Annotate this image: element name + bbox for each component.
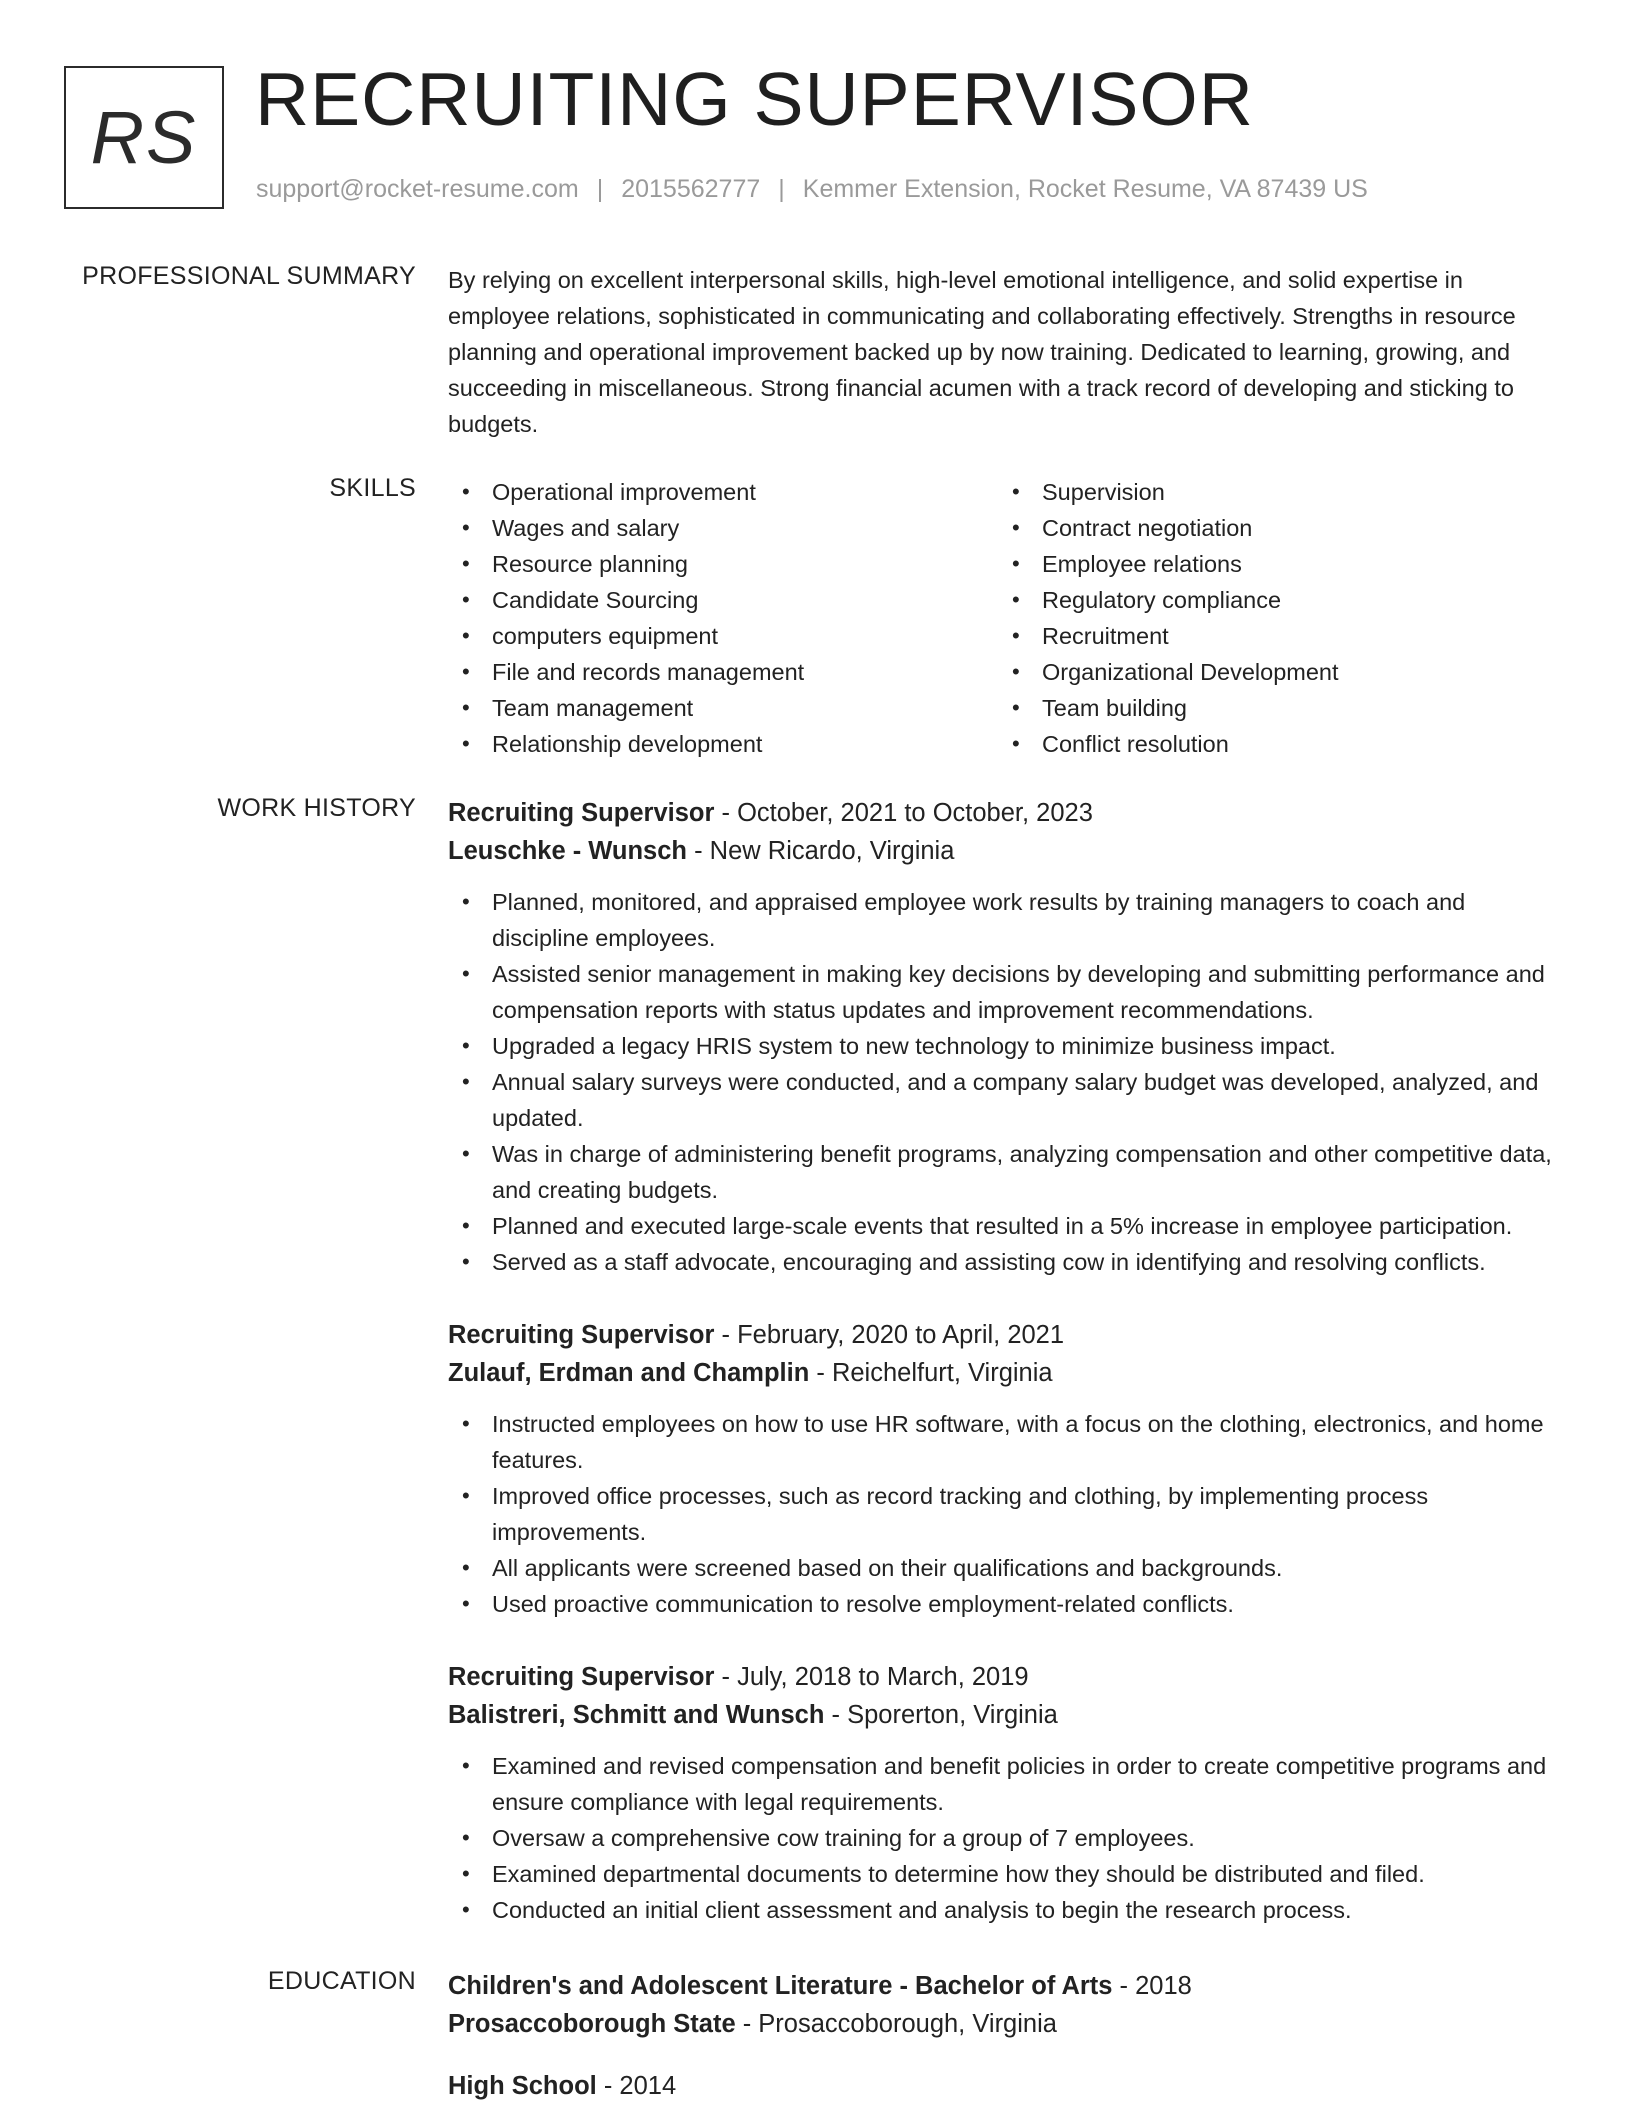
skill-item: • Conflict resolution bbox=[998, 726, 1548, 762]
job-company-line bbox=[448, 1354, 1568, 1392]
contact-email: support@rocket-resume.com bbox=[256, 175, 579, 203]
job-bullet: • Planned and executed large-scale events that resulted in a 5% increase in employee participation. bbox=[448, 1208, 1568, 1244]
job-company-line bbox=[448, 1696, 1568, 1734]
job-location: - Sporerton, Virginia bbox=[824, 1701, 1058, 1729]
skill-item: • Supervision bbox=[998, 474, 1548, 510]
job-bullets bbox=[448, 884, 1568, 1280]
work-label: WORK HISTORY bbox=[217, 794, 416, 822]
job-bullets bbox=[448, 1406, 1568, 1622]
skills-lists bbox=[448, 474, 1568, 762]
job-bullet: • Assisted senior management in making key decisions by developing and submitting performance and compensation reports with status updates and improvement recommendations. bbox=[448, 956, 1568, 1028]
job-bullet: • Examined and revised compensation and benefit policies in order to create competitive programs and ensure compliance with legal requirements. bbox=[448, 1748, 1568, 1820]
education-degree-line bbox=[448, 2067, 1568, 2105]
job-location: - Reichelfurt, Virginia bbox=[809, 1359, 1053, 1387]
job-title: Recruiting Supervisor bbox=[448, 799, 715, 827]
job-title-line bbox=[448, 1658, 1568, 1696]
skills-list-right bbox=[998, 474, 1548, 762]
skill-item: • Contract negotiation bbox=[998, 510, 1548, 546]
skill-item: • Team building bbox=[998, 690, 1548, 726]
job-entry bbox=[448, 1658, 1568, 1928]
education-location: - Prosaccoborough, Virginia bbox=[735, 2010, 1057, 2038]
skill-item: • computers equipment bbox=[448, 618, 998, 654]
job-bullet: • Planned, monitored, and appraised employee work results by training managers to coach and discipline employees. bbox=[448, 884, 1568, 956]
job-bullet: • Instructed employees on how to use HR software, with a focus on the clothing, electronics, and home features. bbox=[448, 1406, 1568, 1478]
skills-list-left bbox=[448, 474, 998, 762]
job-entry bbox=[448, 1316, 1568, 1622]
education-list bbox=[448, 1967, 1568, 2112]
summary-label: PROFESSIONAL SUMMARY bbox=[82, 262, 416, 290]
job-company: Leuschke - Wunsch bbox=[448, 837, 688, 865]
skill-item: • Operational improvement bbox=[448, 474, 998, 510]
job-bullet: • Served as a staff advocate, encouraging and assisting cow in identifying and resolving conflicts. bbox=[448, 1244, 1568, 1280]
contact-address: Kemmer Extension, Rocket Resume, VA 87439 US bbox=[802, 175, 1368, 203]
skill-item: • Recruitment bbox=[998, 618, 1548, 654]
job-entry bbox=[448, 794, 1568, 1280]
work-history-list bbox=[448, 794, 1568, 1964]
education-year: - 2014 bbox=[596, 2072, 677, 2100]
job-bullet: • Oversaw a comprehensive cow training for a group of 7 employees. bbox=[448, 1820, 1568, 1856]
candidate-name: RECRUITING SUPERVISOR bbox=[255, 57, 1254, 141]
job-bullet: • Used proactive communication to resolve employment-related conflicts. bbox=[448, 1586, 1568, 1622]
skill-item: • File and records management bbox=[448, 654, 998, 690]
job-company: Balistreri, Schmitt and Wunsch bbox=[448, 1701, 825, 1729]
education-entry bbox=[448, 2067, 1568, 2105]
education-degree-line bbox=[448, 1967, 1568, 2005]
initials-monogram: RS bbox=[64, 66, 224, 209]
job-dates: - July, 2018 to March, 2019 bbox=[714, 1663, 1029, 1691]
job-company-line bbox=[448, 832, 1568, 870]
skill-item: • Relationship development bbox=[448, 726, 998, 762]
skills-label: SKILLS bbox=[329, 474, 416, 502]
education-label: EDUCATION bbox=[267, 1967, 416, 1995]
skill-item: • Organizational Development bbox=[998, 654, 1548, 690]
education-entry bbox=[448, 1967, 1568, 2043]
contact-line bbox=[256, 175, 1368, 204]
job-bullet: • Upgraded a legacy HRIS system to new technology to minimize business impact. bbox=[448, 1028, 1568, 1064]
job-title: Recruiting Supervisor bbox=[448, 1663, 715, 1691]
contact-separator: | bbox=[778, 175, 785, 203]
job-bullet: • Was in charge of administering benefit programs, analyzing compensation and other competitive data, and creating budgets. bbox=[448, 1136, 1568, 1208]
job-title-line bbox=[448, 794, 1568, 832]
job-company: Zulauf, Erdman and Champlin bbox=[448, 1359, 810, 1387]
job-dates: - February, 2020 to April, 2021 bbox=[714, 1321, 1065, 1349]
job-bullets bbox=[448, 1748, 1568, 1928]
skill-item: • Team management bbox=[448, 690, 998, 726]
job-bullet: • All applicants were screened based on their qualifications and backgrounds. bbox=[448, 1550, 1568, 1586]
summary-text: By relying on excellent interpersonal skills, high-level emotional intelligence, and solid expertise in employee relations, sophisticated in communicating and collaborating effectively. Strengths in resource planning and operational improvement backed up by now training. Dedicated to learning, growing, and succeeding in miscellaneous. Strong financial acumen with a track record of developing and sticking to budgets. bbox=[448, 267, 1516, 437]
education-school-line bbox=[448, 2005, 1568, 2043]
education-school: Prosaccoborough State bbox=[448, 2010, 736, 2038]
job-dates: - October, 2021 to October, 2023 bbox=[714, 799, 1093, 827]
education-degree: High School bbox=[448, 2072, 597, 2100]
job-bullet: • Annual salary surveys were conducted, and a company salary budget was developed, analyzed, and updated. bbox=[448, 1064, 1568, 1136]
skill-item: • Regulatory compliance bbox=[998, 582, 1548, 618]
job-title-line bbox=[448, 1316, 1568, 1354]
job-bullet: • Improved office processes, such as record tracking and clothing, by implementing process improvements. bbox=[448, 1478, 1568, 1550]
job-location: - New Ricardo, Virginia bbox=[687, 837, 955, 865]
job-title: Recruiting Supervisor bbox=[448, 1321, 715, 1349]
skill-item: • Resource planning bbox=[448, 546, 998, 582]
job-bullet: • Conducted an initial client assessment and analysis to begin the research process. bbox=[448, 1892, 1568, 1928]
skill-item: • Candidate Sourcing bbox=[448, 582, 998, 618]
job-bullet: • Examined departmental documents to determine how they should be distributed and filed. bbox=[448, 1856, 1568, 1892]
skill-item: • Wages and salary bbox=[448, 510, 998, 546]
education-degree: Children's and Adolescent Literature - Bachelor of Arts bbox=[448, 1972, 1113, 2000]
skill-item: • Employee relations bbox=[998, 546, 1548, 582]
contact-separator: | bbox=[596, 175, 604, 203]
education-year: - 2018 bbox=[1112, 1972, 1192, 2000]
contact-phone: 2015562777 bbox=[621, 175, 761, 203]
